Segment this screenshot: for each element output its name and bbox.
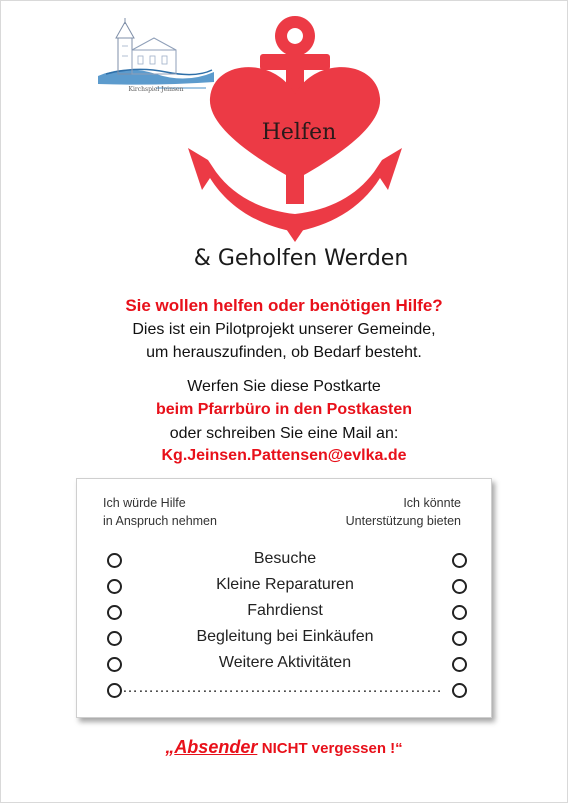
reminder-text: NICHT vergessen !“ (261, 740, 403, 757)
subtitle: & Geholfen Werden (193, 246, 409, 271)
need-help-header: Ich würde Hilfe in Anspruch nehmen (103, 496, 217, 528)
need-checkbox[interactable] (107, 553, 122, 568)
freetext-line[interactable]: …………………………………………………… (122, 679, 442, 696)
option-row-besuche: Besuche (103, 549, 467, 571)
intro-line-3: Werfen Sie diese Postkarte (187, 378, 381, 395)
response-form-card (76, 478, 492, 718)
sender-word: Absender (174, 737, 258, 757)
offer-checkbox[interactable] (452, 579, 467, 594)
offer-checkbox[interactable] (452, 631, 467, 646)
contact-email[interactable]: Kg.Jeinsen.Pattensen@evlka.de (161, 447, 407, 464)
logo-caption: Kirchspiel Jeinsen (128, 86, 184, 93)
intro-line-1: Dies ist ein Pilotprojekt unserer Gemeinde, (132, 321, 436, 338)
need-checkbox[interactable] (107, 605, 122, 620)
offer-checkbox[interactable] (452, 605, 467, 620)
offer-checkbox[interactable] (452, 683, 467, 698)
option-row-weitere: Weitere Aktivitäten (103, 653, 467, 675)
offer-help-header: Ich könnte Unterstützung bieten (345, 496, 461, 528)
intro-question: Sie wollen helfen oder benötigen Hilfe? (125, 296, 443, 315)
option-row-einkaeufe: Begleitung bei Einkäufen (103, 627, 467, 649)
offer-checkbox[interactable] (452, 553, 467, 568)
offer-checkbox[interactable] (452, 657, 467, 672)
heart-label: Helfen (261, 120, 337, 145)
intro-line-2: um herauszufinden, ob Bedarf besteht. (146, 344, 422, 361)
option-row-reparaturen: Kleine Reparaturen (103, 575, 467, 597)
option-row-fahrdienst: Fahrdienst (103, 601, 467, 623)
option-row-freitext (103, 679, 467, 701)
need-checkbox[interactable] (107, 631, 122, 646)
need-checkbox[interactable] (107, 579, 122, 594)
need-checkbox[interactable] (107, 657, 122, 672)
sender-reminder: „Absender NICHT vergessen !“ (165, 737, 403, 757)
intro-line-5: oder schreiben Sie eine Mail an: (169, 425, 399, 442)
intro-line-4: beim Pfarrbüro in den Postkasten (155, 401, 413, 418)
need-checkbox[interactable] (107, 683, 122, 698)
